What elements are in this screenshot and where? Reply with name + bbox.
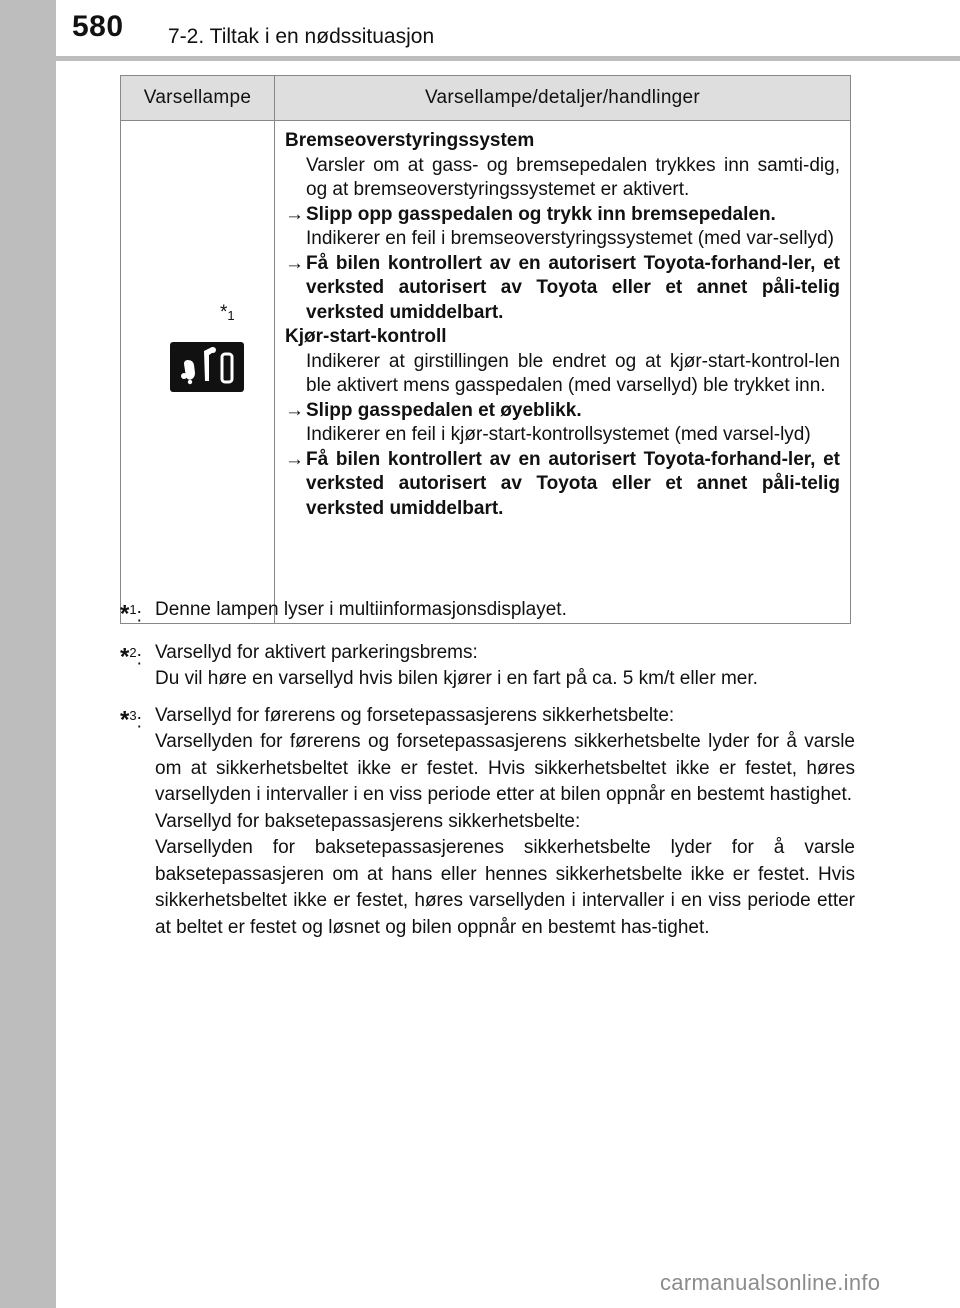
details-cell <box>275 121 851 624</box>
action-line: → Slipp opp gasspedalen og trykk inn bremsepedalen. <box>285 203 840 228</box>
drive-start-control-icon <box>170 342 244 392</box>
arrow-icon: → <box>285 399 304 421</box>
detail-text: Indikerer en feil i bremseoverstyringssystemet (med var-sellyd) <box>306 228 834 249</box>
footnotes <box>120 597 855 951</box>
table-header-row <box>121 76 851 121</box>
arrow-icon: → <box>285 203 304 225</box>
column-header-lamp: Varsellampe <box>121 76 275 121</box>
action-line: → Slipp gasspedalen et øyeblikk. <box>285 399 840 424</box>
lamp-footnote-ref: $*_1$ <box>220 302 235 323</box>
footnote-3: *$^3$: Varsellyd for førerens og forsetepassasjerens sikkerhetsbelte: Varsellyden for førerens og forsetepassasjerens sikkerhetsbelte lyder for å varsle om at sikkerhetsbeltet ikke er festet. Hvis sikkerhetsbeltet ikke er festet, høres varsellyden i intervaller i en viss periode etter at bilen oppnår en bestemt hastighet. Varsellyd for baksetepassasjerens sikkerhetsbelte: Varsellyden for baksetepassasjerenes sikkerhetsbelte lyder for å varsle baksetepassasjeren om at hans eller hennes sikkerhetsbelte ikke er festet. Hvis sikkerhetsbeltet ikke er festet, høres varsellyden i intervaller i en viss periode etter at beltet er festet og løsnet og bilen oppnår en bestemt has-tighet. <box>120 704 855 938</box>
lamp-cell <box>121 121 275 624</box>
page-number: 580 <box>72 10 124 43</box>
warning-lamp-table <box>120 75 851 624</box>
system-title-brake-override: Bremseoverstyringssystem <box>285 130 535 151</box>
column-header-details: Varsellampe/detaljer/handlinger <box>275 76 851 121</box>
table-row <box>121 121 851 624</box>
section-title: 7-2. Tiltak i en nødssituasjon <box>168 25 435 48</box>
footnote-1: *$^1$: Denne lampen lyser i multiinformasjonsdisplayet. <box>120 599 567 628</box>
arrow-icon: → <box>285 252 304 274</box>
detail-text: Indikerer en feil i kjør-start-kontrollsystemet (med varsel-lyd) <box>306 424 811 445</box>
footnote-2: *$^2$: Varsellyd for aktivert parkeringsbrems: Du vil høre en varsellyd hvis bilen kjører i en fart på ca. 5 km/t eller mer. <box>120 641 758 690</box>
page-side-tab <box>0 0 56 1308</box>
system-title-drive-start-control: Kjør-start-kontroll <box>285 326 447 347</box>
arrow-icon: → <box>285 448 304 470</box>
detail-text: Indikerer at girstillingen ble endret og at kjør-start-kontrol-len ble aktivert mens gasspedalen (med varsellyd) ble trykket inn. <box>306 350 840 396</box>
header-rule <box>56 56 960 61</box>
watermark: carmanualsonline.info <box>660 1270 881 1295</box>
action-line: → Få bilen kontrollert av en autorisert Toyota-forhand-ler, et verksted autorisert av Toyota eller et annet påli-telig verksted umiddelbart. <box>285 448 840 522</box>
action-line: → Få bilen kontrollert av en autorisert Toyota-forhand-ler, et verksted autorisert av Toyota eller et annet påli-telig verksted umiddelbart. <box>285 252 840 326</box>
detail-text: Varsler om at gass- og bremsepedalen trykkes inn samti-dig, og at bremseoverstyringssystemet er aktivert. <box>306 154 840 200</box>
